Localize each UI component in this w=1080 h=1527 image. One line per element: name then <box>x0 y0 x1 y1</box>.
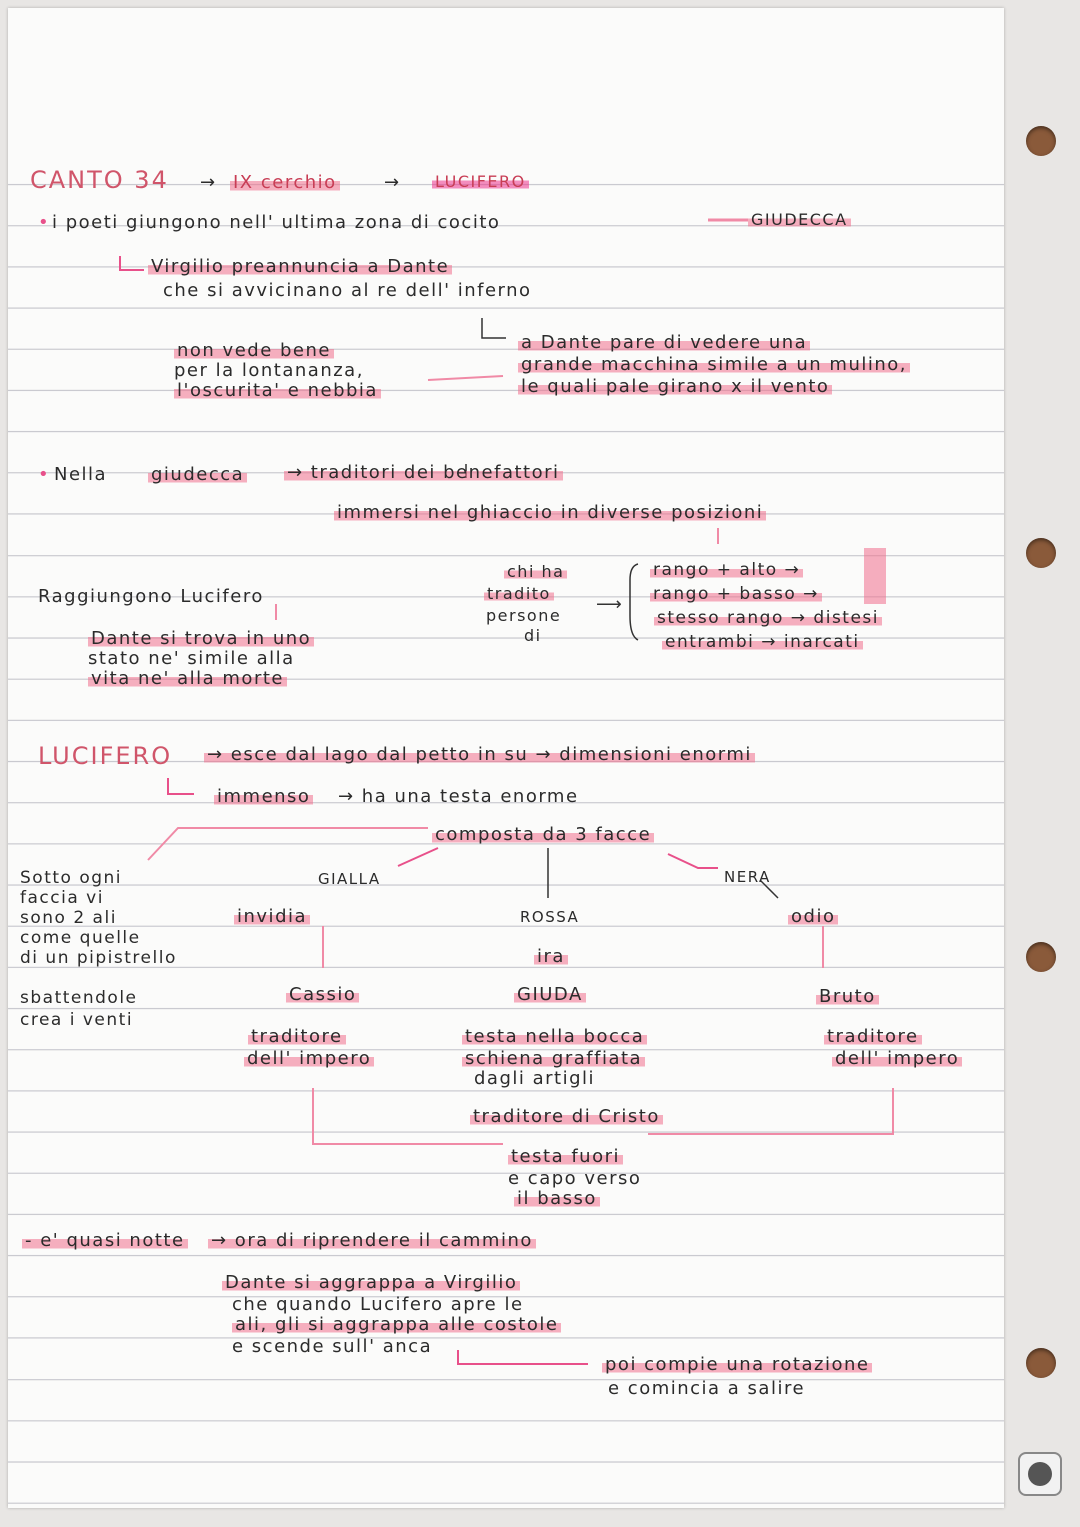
giuda-2: schiena graffiata <box>462 1050 645 1068</box>
testa-enorme: → ha una testa enorme <box>338 786 579 807</box>
chi-ha: chi ha <box>504 564 567 580</box>
dante-vede-1: a Dante pare di vedere una <box>518 334 810 352</box>
rotazione-1: poi compie una rotazione <box>602 1356 872 1374</box>
giuda: GIUDA <box>514 986 586 1004</box>
rotazione-2: e comincia a salire <box>608 1378 806 1399</box>
virgilio-line: Virgilio preannuncia a Dante <box>148 258 452 276</box>
invidia: invidia <box>234 908 310 926</box>
lucifero-line-1: → esce dal lago dal petto in su → dimensioni enormi <box>204 746 755 764</box>
binder-hole <box>1026 538 1056 568</box>
sotto-4: come quelle <box>20 928 141 948</box>
composta: composta da 3 facce <box>432 826 654 844</box>
cerchio-label: IX cerchio <box>230 174 340 192</box>
intro-line: i poeti giungono nell' ultima zona di cocito <box>52 212 501 233</box>
giuda-3: dagli artigli <box>474 1068 596 1089</box>
arrow-right: ⟶ <box>596 594 622 615</box>
bullet: • <box>38 464 51 485</box>
stesso-rango: stesso rango → distesi <box>654 610 882 627</box>
di: di <box>524 626 542 645</box>
dante-aggrappa-1: Dante si aggrappa a Virgilio <box>222 1274 520 1292</box>
giudecca-line-a: Nella <box>54 464 108 485</box>
persone: persone <box>486 606 562 625</box>
bullet: • <box>38 212 51 233</box>
virgilio-line-2: che si avvicinano al re dell' inferno <box>163 280 532 301</box>
giudecca-line-b: giudecca <box>148 466 247 484</box>
scan-app-icon[interactable] <box>1018 1452 1062 1496</box>
cassio: Cassio <box>286 986 359 1004</box>
rango-basso: rango + basso → <box>650 586 822 603</box>
dante-stato-2: stato ne' simile alla <box>88 648 295 669</box>
binder-hole <box>1026 942 1056 972</box>
dante-vede-2: grande macchina simile a un mulino, <box>518 356 910 374</box>
figure-highlight <box>864 548 886 604</box>
sotto-5: di un pipistrello <box>20 948 177 968</box>
gialla-label: GIALLA <box>318 870 381 888</box>
testa-fuori-3: il basso <box>514 1190 600 1208</box>
non-vede-3: l'oscurita' e nebbia <box>174 382 381 400</box>
tradito: tradito <box>484 586 554 602</box>
sotto-6: sbattendole <box>20 988 138 1008</box>
binder-hole <box>1026 1348 1056 1378</box>
dante-aggrappa-2: che quando Lucifero apre le <box>232 1294 524 1315</box>
traditori-line: → traditori dei benefattori <box>284 464 563 482</box>
sotto-2: faccia vi <box>20 888 104 908</box>
riprendere: → ora di riprendere il cammino <box>208 1232 536 1250</box>
immersi-line: immersi nel ghiaccio in diverse posizioni <box>334 504 766 522</box>
binder-hole <box>1026 126 1056 156</box>
non-vede-1: non vede bene <box>174 342 334 360</box>
traditore-impero-1a: traditore <box>248 1028 346 1046</box>
title-arrow: → <box>200 172 217 193</box>
rango-alto: rango + alto → <box>650 562 803 579</box>
notebook-page <box>8 8 1004 1508</box>
giuda-4: traditore di Cristo <box>470 1108 663 1126</box>
non-vede-2: per la lontananza, <box>174 360 364 381</box>
dante-stato-3: vita ne' alla morte <box>88 670 287 688</box>
traditore-impero-3a: traditore <box>824 1028 922 1046</box>
title-arrow-2: → <box>384 172 401 193</box>
dante-stato-1: Dante si trova in uno <box>88 630 314 648</box>
immenso: immenso <box>214 788 313 806</box>
traditore-impero-3b: dell' impero <box>832 1050 962 1068</box>
raggiungono-line: Raggiungono Lucifero <box>38 586 264 607</box>
ira: ira <box>534 948 568 966</box>
entrambi: entrambi → inarcati <box>662 634 863 651</box>
testa-fuori-2: e capo verso <box>508 1168 642 1189</box>
nera-label: NERA <box>724 868 771 886</box>
sotto-3: sono 2 ali <box>20 908 117 928</box>
canto-title: CANTO 34 <box>30 166 169 194</box>
testa-fuori-1: testa fuori <box>508 1148 623 1166</box>
lucifero-title: LUCIFERO <box>432 174 529 190</box>
traditore-impero-1b: dell' impero <box>244 1050 374 1068</box>
bruto: Bruto <box>816 988 879 1006</box>
rossa-label: ROSSA <box>520 908 580 926</box>
lucifero-heading: LUCIFERO <box>38 742 173 770</box>
dante-aggrappa-4: e scende sull' anca <box>232 1336 433 1357</box>
dante-vede-3: le quali pale girano x il vento <box>518 378 832 396</box>
odio: odio <box>788 908 838 926</box>
sotto-1: Sotto ogni <box>20 868 123 888</box>
dante-aggrappa-3: ali, gli si aggrappa alle costole <box>232 1316 561 1334</box>
giudecca-label: GIUDECCA <box>748 212 851 228</box>
sotto-7: crea i venti <box>20 1010 134 1030</box>
quasi-notte: - e' quasi notte <box>22 1232 188 1250</box>
giuda-1: testa nella bocca <box>462 1028 647 1046</box>
